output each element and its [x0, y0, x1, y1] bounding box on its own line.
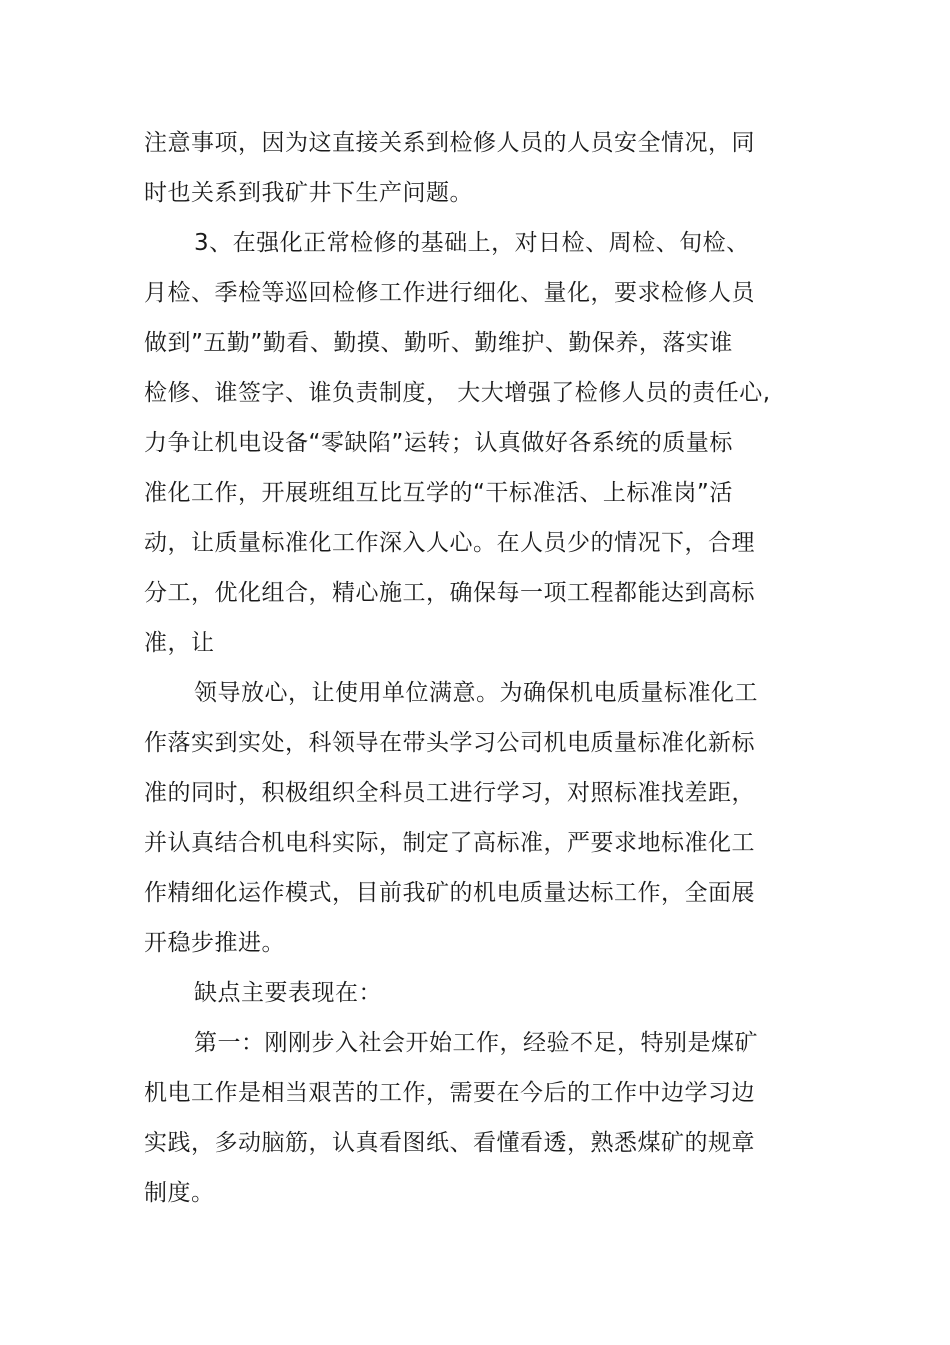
- text-line: 制度。: [144, 1180, 215, 1206]
- text-line: 机电工作是相当艰苦的工作，需要在今后的工作中边学习边: [144, 1080, 755, 1106]
- text-line: 做到”五勤”勤看、勤摸、勤听、勤维护、勤保养，落实谁: [144, 330, 733, 356]
- text-line: 缺点主要表现在：: [194, 980, 382, 1006]
- text-line: 作落实到实处，科领导在带头学习公司机电质量标准化新标: [144, 730, 755, 756]
- text-line: 实践，多动脑筋，认真看图纸、看懂看透，熟悉煤矿的规章: [144, 1130, 755, 1156]
- text-line: 力争让机电设备“零缺陷”运转；认真做好各系统的质量标: [144, 430, 733, 456]
- text-line: 准的同时，积极组织全科员工进行学习，对照标准找差距，: [144, 780, 755, 806]
- text-line: 第一：刚刚步入社会开始工作，经验不足，特别是煤矿: [194, 1030, 758, 1056]
- text-line: 并认真结合机电科实际，制定了高标准，严要求地标准化工: [144, 830, 755, 856]
- text-line: 开稳步推进。: [144, 930, 285, 956]
- text-line: 准，让: [144, 630, 215, 656]
- text-line: 时也关系到我矿井下生产问题。: [144, 180, 473, 206]
- text-line: 动，让质量标准化工作深入人心。在人员少的情况下，合理: [144, 530, 755, 556]
- text-line: 准化工作，开展班组互比互学的“干标准活、上标准岗”活: [144, 480, 733, 506]
- text-line: 作精细化运作模式，目前我矿的机电质量达标工作，全面展: [144, 880, 755, 906]
- text-line: 注意事项，因为这直接关系到检修人员的人员安全情况，同: [144, 130, 755, 156]
- text-line: 检修、谁签字、谁负责制度， 大大增强了检修人员的责任心,: [144, 380, 771, 406]
- text-line: 月检、季检等巡回检修工作进行细化、量化，要求检修人员: [144, 280, 755, 306]
- text-line: 领导放心，让使用单位满意。为确保机电质量标准化工: [194, 680, 758, 706]
- text-line: 分工，优化组合，精心施工，确保每一项工程都能达到高标: [144, 580, 755, 606]
- text-line: 3、在强化正常检修的基础上，对日检、周检、旬检、: [194, 230, 750, 256]
